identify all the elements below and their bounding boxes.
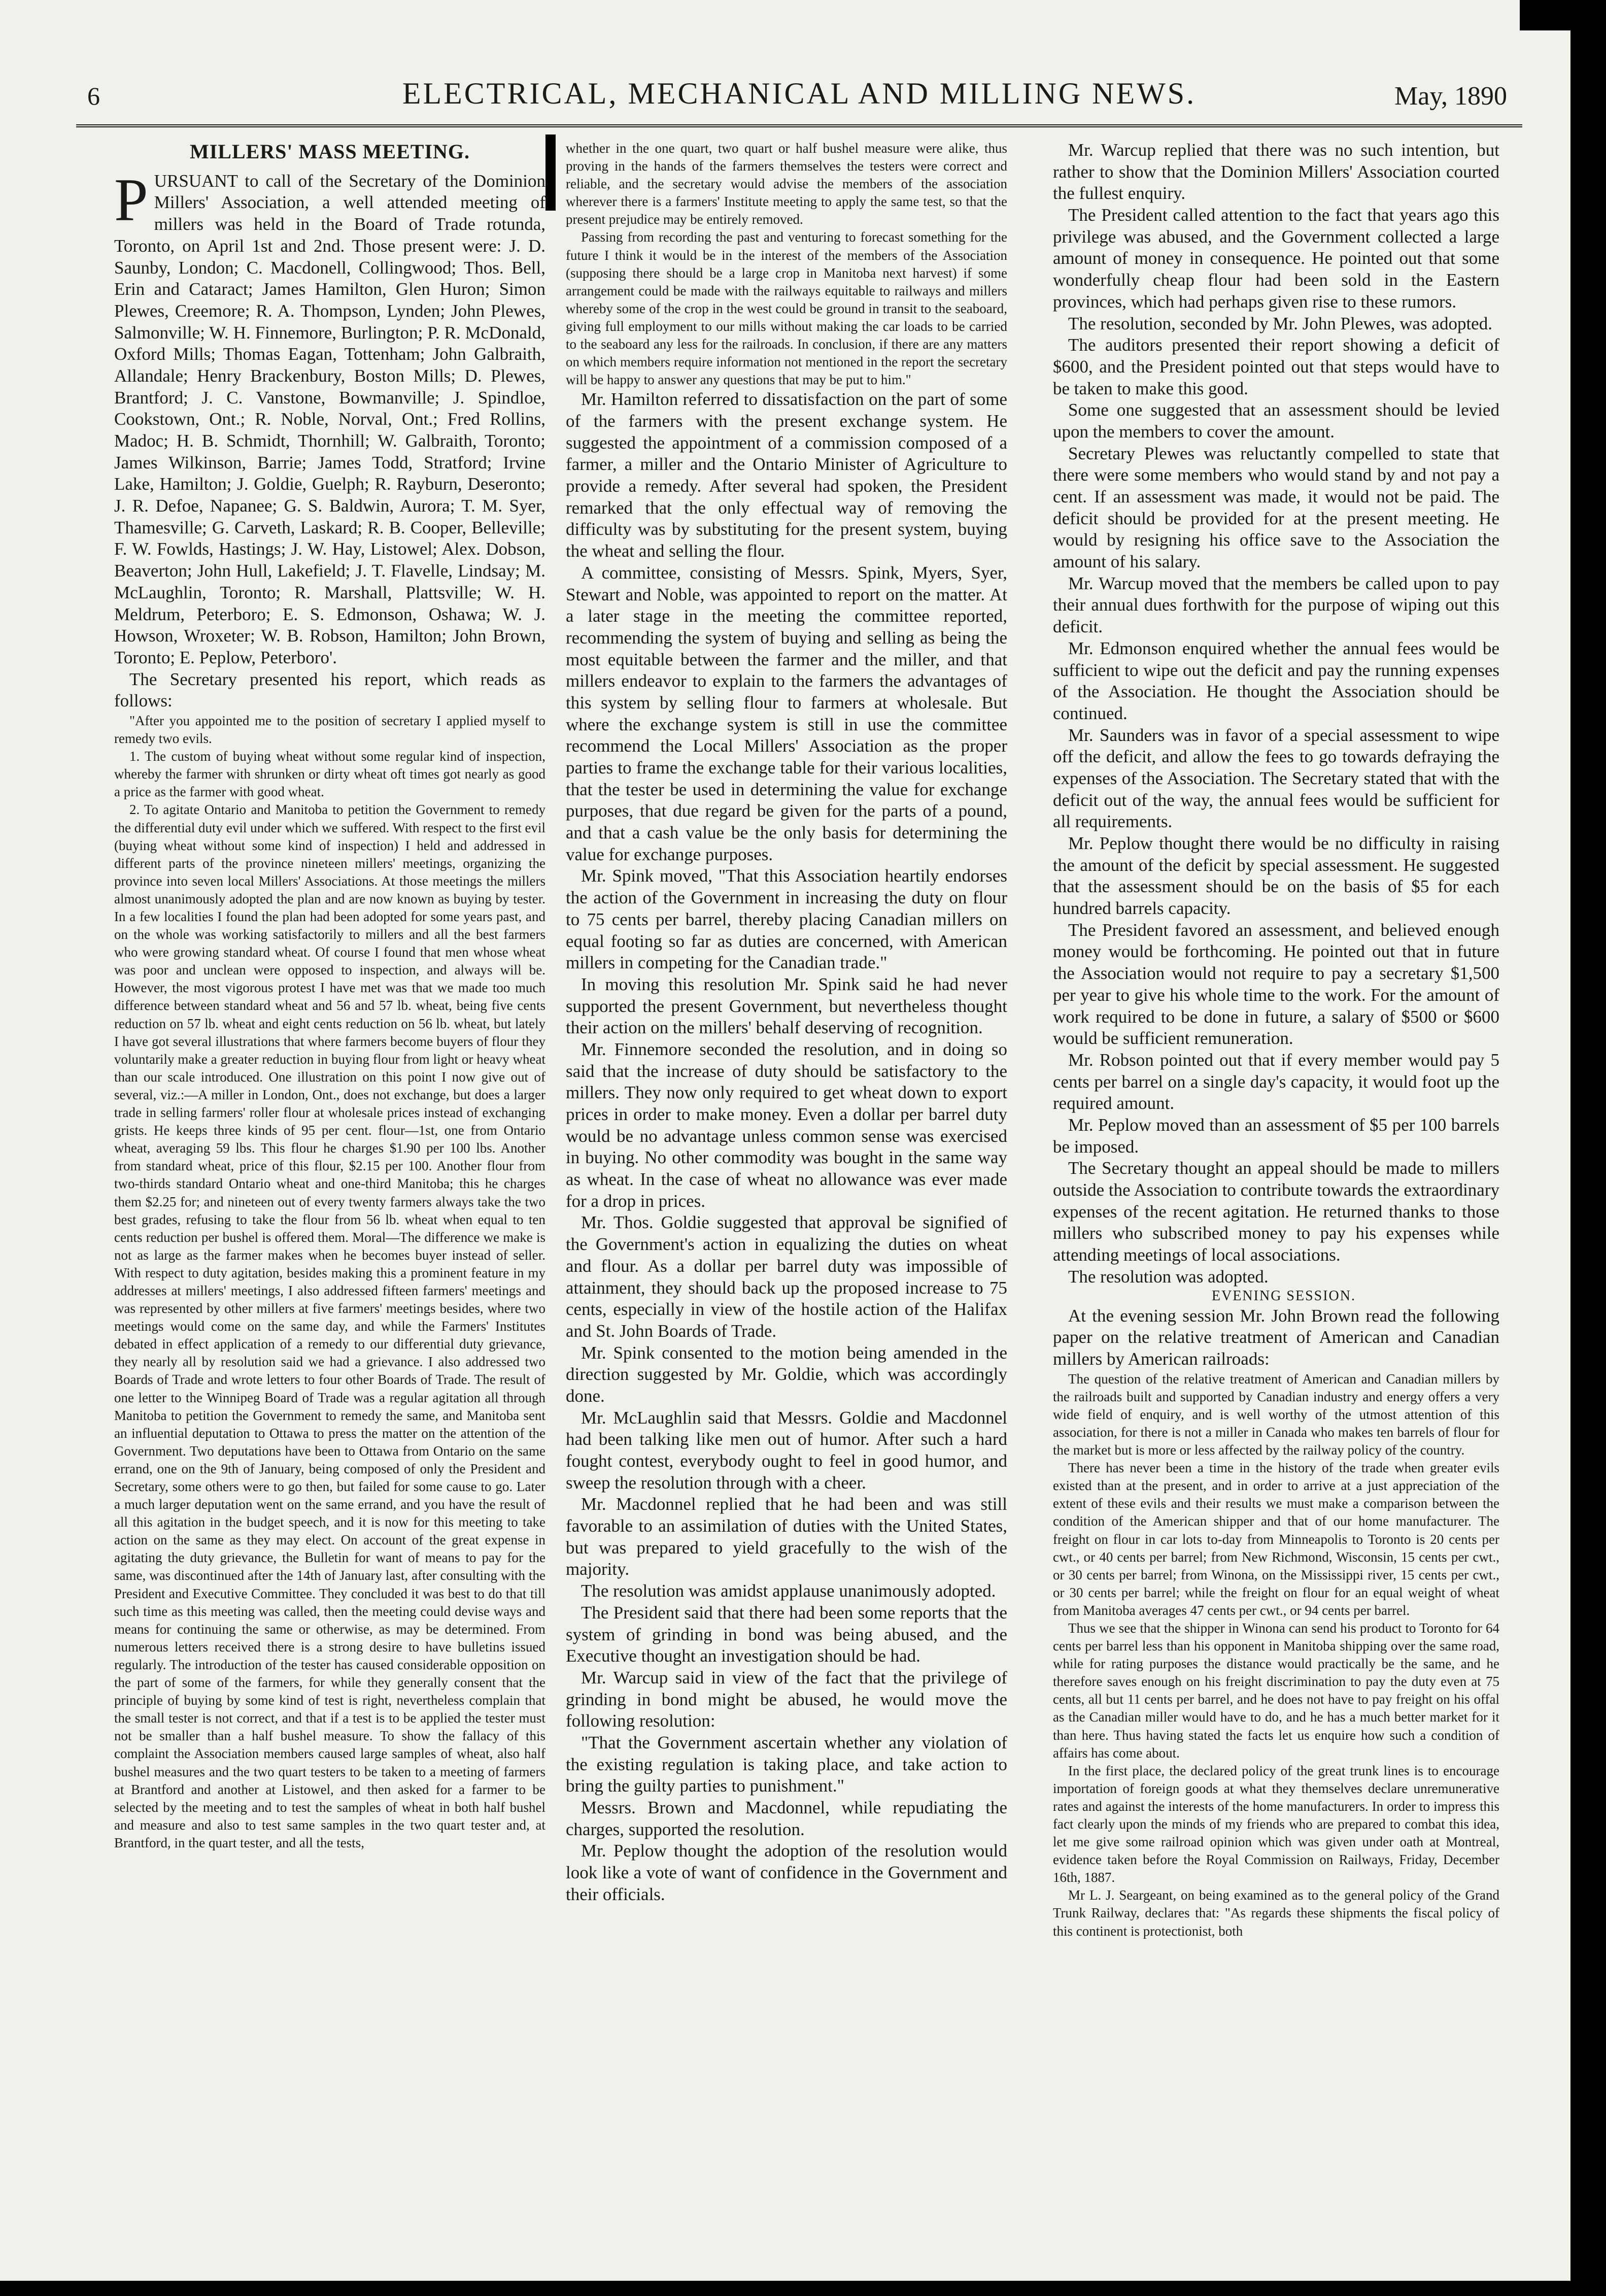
column-1-body <box>114 165 545 1852</box>
page-header <box>76 76 1522 127</box>
paragraph: "After you appointed me to the position of secretary I applied myself to remedy two evils. <box>114 713 545 747</box>
paragraph: Mr. Edmonson enquired whether the annual fees would be sufficient to wipe out the deficit and pay the running expenses of the Association. He thought the Association should be continued. <box>1053 638 1499 723</box>
bottom-border <box>0 2281 1573 2296</box>
paragraph: Mr. Peplow moved than an assessment of $5 per 100 barrels be imposed. <box>1053 1115 1499 1157</box>
page-edge-bar <box>1570 0 1606 2296</box>
paragraph: 2. To agitate Ontario and Manitoba to petition the Government to remedy the differential duty evil under which we suffered. With respect to the first evil (buying wheat without some kind of inspection) I held and addressed in different parts of the province nineteen millers' meetings, organizing the province into seven local Millers' Associations. At those meetings the millers almost unanimously adopted the plan and are now known as buying by tester. In a few localities I found the plan had been adopted for some years past, and on the whole was working satisfactorily to millers and all the best farmers who were growing standard wheat. Of course I found that men whose wheat was poor and unclean were opposed to inspection, and always will be. However, the most vigorous protest I have met was that we made too much difference between standard wheat and 56 and 57 lb. wheat, being five cents reduction on 57 lb. wheat and eight cents reduction on 56 lb. wheat, but lately I have got several illustrations that where farmers become buyers of flour they voluntarily make a greater reduction in buying flour from light or heavy wheat than our scale introduced. One illustration on this point I now give out of several, viz.:—A miller in London, Ont., does not exchange, but does a larger trade in selling farmers' roller flour at wholesale prices instead of exchanging grists. He keeps three kinds of 95 per cent. flour—1st, one from Ontario wheat, averaging 59 lbs. This flour he charges $1.90 per 100 lbs. Another from standard wheat, price of this flour, $2.15 per 100. Another flour from two-thirds standard Ontario wheat and one-third Manitoba; this he charges them $2.25 for; and nineteen out of every twenty farmers always take the two best grades, refusing to take the flour from 56 lb. wheat when equal to ten cents reduction per bushel is offered them. Moral—The difference we make is not as large as the farmer makes when he becomes buyer instead of seller. With respect to duty agitation, besides making this a prominent feature in my addresses at millers' meetings, I also addressed fifteen farmers' meetings and was represented by other millers at five farmers' meetings besides, where two meetings would come on the same day, and while the Farmers' Institutes debated in effect application of a remedy to our differential duty grievance, they nearly all by resolution said we had a grievance. I also addressed two Boards of Trade and wrote letters to four other Boards of Trade. The result of one letter to the Winnipeg Board of Trade was a regular agitation all through Manitoba to petition the Government to remedy the same, and Manitoba sent an influential deputation to Ottawa to press the matter on the attention of the Government. Two deputations have been to Ottawa from Ontario on the same errand, one on the 9th of January, being composed of only the President and Secretary, some others were to go then, but failed for some cause to go. Later a much larger deputation went on the same errand, and you have the result of all this agitation in the budget speech, and it is now for this meeting to take action on the same as they may elect. On account of the great expense in agitating the duty grievance, the Bulletin for want of means to pay for the same, was discontinued after the 14th of January last, after consulting with the President and Executive Committee. They concluded it was best to do that till such time as this meeting was called, then the meeting could devise ways and means for continuing the same or otherwise, as may be determined. From numerous letters received there is a strong desire to have bulletins issued regularly. The introduction of the tester has caused considerable opposition on the part of some of the farmers, for while they generally consent that the principle of buying by some kind of test is right, nevertheless complain that the small tester is not correct, and that if a test is to be applied the tester must not be smaller than a half bushel measure. To show the fallacy of this complaint the Association members caused large samples of wheat, also half bushel measures and the two quart testers to be taken to a meeting of farmers at Brantford and another at Listowel, and then asked for a farmer to be selected by the meeting and to test the samples of wheat in both half bushel and measure and also to test same samples in the two quart tester and, at Brantford, in the quart tester, and all the tests, <box>114 802 545 1850</box>
section-heading: EVENING SESSION. <box>1212 1288 1356 1304</box>
paragraph: Mr. Saunders was in favor of a special assessment to wipe off the deficit, and allow the fees to go towards defraying the expenses of the Association. The Secretary stated that with the deficit out of the way, the annual fees would be sufficient for all requirements. <box>1053 725 1499 832</box>
paragraph: Messrs. Brown and Macdonnel, while repudiating the charges, supported the resolution. <box>566 1798 1007 1839</box>
paragraph: The auditors presented their report showing a deficit of $600, and the President pointed out that steps would have to be taken to make this good. <box>1053 335 1499 398</box>
paragraph: Mr. Robson pointed out that if every member would pay 5 cents per barrel on a single day's capacity, it would foot up the required amount. <box>1053 1050 1499 1113</box>
paragraph: Mr. Warcup said in view of the fact that the privilege of grinding in bond might be abused, he would move the following resolution: <box>566 1667 1007 1731</box>
paragraph: The Secretary thought an appeal should be made to millers outside the Association to contribute towards the extraordinary expenses of the recent agitation. He returned thanks to those millers who subscribed money to pay his expenses while attending meetings of local associations. <box>1053 1158 1499 1265</box>
paragraph: Passing from recording the past and venturing to forecast something for the future I think it would be in the interest of the members of the Association (supposing there should be a large crop in Manitoba next harvest) if some arrangement could be made with the railways equitable to railways and millers whereby some of the crop in the west could be ground in transit to the seaboard, giving full employment to our mills without making the car loads to be carried to the seaboard any less for the railroads. In conclusion, if there are any matters on which members require information not mentioned in the report the secretary will be happy to answer any questions that may be put to him." <box>566 229 1007 388</box>
paragraph: The question of the relative treatment of American and Canadian millers by the railroads built and supported by Canadian industry and energy offers a very wide field of enquiry, and is well worthy of the utmost attention of this association, for there is not a miller in Canada who makes ten barrels of flour for the market but is more or less affected by the railway policy of the country. <box>1053 1371 1499 1458</box>
paragraph: "That the Government ascertain whether any violation of the existing regulation is taking place, and take action to bring the guilty parties to punishment." <box>566 1732 1007 1796</box>
paragraph: URSUANT to call of the Secretary of the Dominion Millers' Association, a well attended meeting of millers was held in the Board of Trade rotunda, Toronto, on April 1st and 2nd. Those present were: J. D. Saunby, London; C. Macdonell, Collingwood; Thos. Bell, Erin and Cataract; James Hamilton, Glen Huron; Simon Plewes, Creemore; R. A. Thompson, Lynden; John Plewes, Salmonville; W. H. Finnemore, Burlington; P. R. McDonald, Oxford Mills; Thomas Eagan, Tottenham; John Galbraith, Allandale; Henry Brackenbury, Boston Mills; D. Plewes, Brantford; J. C. Vanstone, Bowmanville; J. Spindloe, Cookstown, Ont.; R. Noble, Norval, Ont.; Fred Rollins, Madoc; H. B. Schmidt, Thornhill; W. Galbraith, Toronto; James Wilkinson, Barrie; James Todd, Stratford; Irvine Lake, Hamilton; J. Goldie, Guelph; R. Rayburn, Deseronto; J. R. Defoe, Napanee; G. S. Baldwin, Aurora; T. M. Syer, Thamesville; G. Carveth, Laskard; R. B. Cooper, Belleville; F. W. Fowlds, Hastings; J. W. Hay, Listowel; Alex. Dobson, Beaverton; John Hull, Lakefield; J. T. Flavelle, Lindsay; M. McLaughlin, Toronto; R. Marshall, Plattsville; W. H. Meldrum, Peterboro; E. S. Edmonson, Oshawa; W. J. Howson, Wroxeter; W. B. Robson, Hamilton; John Brown, Toronto; E. Peplow, Peterboro'. <box>114 171 545 667</box>
paragraph: whether in the one quart, two quart or half bushel measure were alike, thus proving in the hands of the farmers themselves the testers were correct and reliable, and the secretary would advise the members of the association wherever there is a farmers' Institute meeting to apply the same test, so that the present prejudice may be entirely removed. <box>566 141 1007 227</box>
paragraph: The President favored an assessment, and believed enough money would be forthcoming. He pointed out that in future the Association would not require to pay a secretary $1,500 per year to give his whole time to the work. For the amount of work required to be done in future, a salary of $500 or $600 would be sufficient remuneration. <box>1053 920 1499 1049</box>
masthead: ELECTRICAL, MECHANICAL AND MILLING NEWS. <box>402 77 1197 110</box>
paragraph: Mr. Peplow thought there would be no difficulty in raising the amount of the deficit by special assessment. He suggested that the assessment should be on the basis of $5 for each hundred barrels capacity. <box>1053 833 1499 919</box>
paragraph: Mr. Thos. Goldie suggested that approval be signified of the Government's action in equalizing the duties on wheat and flour. As a dollar per barrel duty was impossible of attainment, they should back up the proposed increase to 75 cents, especially in view of the hostile action of the Halifax and St. John Boards of Trade. <box>566 1212 1007 1341</box>
paragraph: Mr. Macdonnel replied that he had been and was still favorable to an assimilation of duties with the United States, but was prepared to yield gracefully to the wish of the majority. <box>566 1494 1007 1579</box>
paragraph: There has never been a time in the history of the trade when greater evils existed than at the present, and in order to arrive at a just appreciation of the extent of these evils and their results we must make a comparison between the condition of the American shipper and that of our home manufacturer. The freight on flour in car lots to-day from Minneapolis to Toronto is 20 cents per cwt., or 40 cents per barrel; from New Richmond, Wisconsin, 15 cents per cwt., or 30 cents per barrel; from Winona, on the Mississippi river, 15 cents per cwt., or 30 cents per barrel; while the freight on flour for an equal weight of wheat from Manitoba averages 47 cents per cwt., or 94 cents per barrel. <box>1053 1460 1499 1618</box>
paragraph: Mr. Peplow thought the adoption of the resolution would look like a vote of want of confidence in the Government and their officials. <box>566 1841 1007 1904</box>
paragraph: Mr. McLaughlin said that Messrs. Goldie and Macdonnel had been talking like men out of humor. After such a hard fought contest, everybody ought to feel in good humor, and sweep the resolution through with a cheer. <box>566 1407 1007 1493</box>
paragraph: Secretary Plewes was reluctantly compelled to state that there were some members who would stand by and not pay a cent. If an assessment was made, it would not be paid. The deficit should be provided for at the present meeting. He would by resigning his office save to the Association the amount of his salary. <box>1053 443 1499 572</box>
paragraph: A committee, consisting of Messrs. Spink, Myers, Syer, Stewart and Noble, was appointed to report on the matter. At a later stage in the meeting the committee reported, recommending the system of buying and selling as being the most equitable between the farmer and the miller, and that millers endeavor to explain to the farmers the advantages of this system by selling flour to farmers at wholesale. But where the exchange system is still in use the committee recommend the Local Millers' Association as the proper parties to frame the exchange table for their various localities, that the tester be used in determining the value for exchange purposes, that due regard be given for the parts of a pound, and that a cash value be the only basis for determining the value for exchange purposes. <box>566 562 1007 864</box>
paragraph: Mr. Spink consented to the motion being amended in the direction suggested by Mr. Goldie, which was accordingly done. <box>566 1342 1007 1406</box>
paragraph: The resolution was amidst applause unanimously adopted. <box>581 1581 996 1601</box>
paragraph: The resolution was adopted. <box>1068 1266 1269 1287</box>
column-2-body <box>566 140 1007 1905</box>
page-number: 6 <box>87 82 100 110</box>
paragraph: Mr. Finnemore seconded the resolution, and in doing so said that the increase of duty should be satisfactory to the millers. They now only required to get wheat down to export prices in order to make money. Even a dollar per barrel duty would be no advantage unless common sense was exercised in buying. No other commodity was bought in the same way as wheat. In the case of wheat no allowance was ever made for a drop in prices. <box>566 1039 1007 1211</box>
paragraph: The President called attention to the fact that years ago this privilege was abused, and the Government collected a large amount of money in consequence. He pointed out that some wonderfully cheap flour had been sold in the Eastern provinces, which had perhaps given rise to these rumors. <box>1053 205 1499 312</box>
paragraph: The President said that there had been some reports that the system of grinding in bond was being abused, and the Executive thought an investigation should be had. <box>566 1602 1007 1666</box>
gutter-mark <box>545 134 556 211</box>
paragraph: Mr L. J. Seargeant, on being examined as to the general policy of the Grand Trunk Railway, declares that: "As regards these shipments the fiscal policy of this continent is protectionist, both <box>1053 1887 1499 1939</box>
paragraph: In the first place, the declared policy of the great trunk lines is to encourage importation of foreign goods at what they themselves declare unremunerative rates and against the interests of the home manufacturers. In order to impress this fact clearly upon the minds of my friends who are prepared to combat this idea, let me give some railroad opinion which was given under oath at Montreal, evidence taken before the Royal Commission on Railways, Friday, December 16th, 1887. <box>1053 1763 1499 1885</box>
paragraph: At the evening session Mr. John Brown read the following paper on the relative treatment of American and Canadian millers by American railroads: <box>1053 1305 1499 1369</box>
paragraph: The resolution, seconded by Mr. John Plewes, was adopted. <box>1068 313 1492 333</box>
column-3-body <box>1053 140 1499 1940</box>
drop-cap: P <box>114 165 148 233</box>
paragraph: Mr. Warcup replied that there was no such intention, but rather to show that the Dominion Millers' Association courted the fullest enquiry. <box>1053 140 1499 204</box>
paragraph: Thus we see that the shipper in Winona can send his product to Toronto for 64 cents per barrel less than his opponent in Manitoba shipping over the same road, while for rating purposes the distance would practically be the same, and he therefore saves enough on his freight discrimination to pay the duty even at 75 cents, all but 11 cents per barrel, and he does not have to pay freight on his offal as the Canadian miller would have to do, and he has a much better market for it than here. Thus having stated the facts let us enquire how such a condition of affairs has come about. <box>1053 1620 1499 1761</box>
paragraph: Mr. Hamilton referred to dissatisfaction on the part of some of the farmers with the present exchange system. He suggested the appointment of a commission composed of a farmer, a miller and the Ontario Minister of Agriculture to provide a remedy. After several had spoken, the President remarked that the only effectual way of removing the difficulty was by substituting for the present system, buying the wheat and selling the flour. <box>566 389 1007 561</box>
paragraph: Some one suggested that an assessment should be levied upon the members to cover the amount. <box>1053 400 1499 442</box>
paragraph: The Secretary presented his report, which reads as follows: <box>114 669 545 711</box>
page-edge-top <box>1520 0 1606 30</box>
paragraph: In moving this resolution Mr. Spink said he had never supported the present Government, but nevertheless thought their action on the millers' behalf deserving of recognition. <box>566 974 1007 1038</box>
column-3 <box>1053 140 1499 2261</box>
column-2 <box>566 140 1007 2261</box>
issue-date: May, 1890 <box>1394 82 1507 111</box>
paragraph: 1. The custom of buying wheat without some regular kind of inspection, whereby the farmer with shrunken or dirty wheat oft times got nearly as good a price as the farmer with good wheat. <box>114 749 545 800</box>
paragraph: Mr. Warcup moved that the members be called upon to pay their annual dues forthwith for the purpose of wiping out this deficit. <box>1053 573 1499 637</box>
column-1 <box>114 140 545 2261</box>
article-title: MILLERS' MASS MEETING. <box>189 140 470 163</box>
paragraph: Mr. Spink moved, "That this Association heartily endorses the action of the Government in increasing the duty on flour to 75 cents per barrel, thereby placing Canadian millers on equal footing so far as duties are concerned, with American millers in competing for the Canadian trade." <box>566 866 1007 973</box>
